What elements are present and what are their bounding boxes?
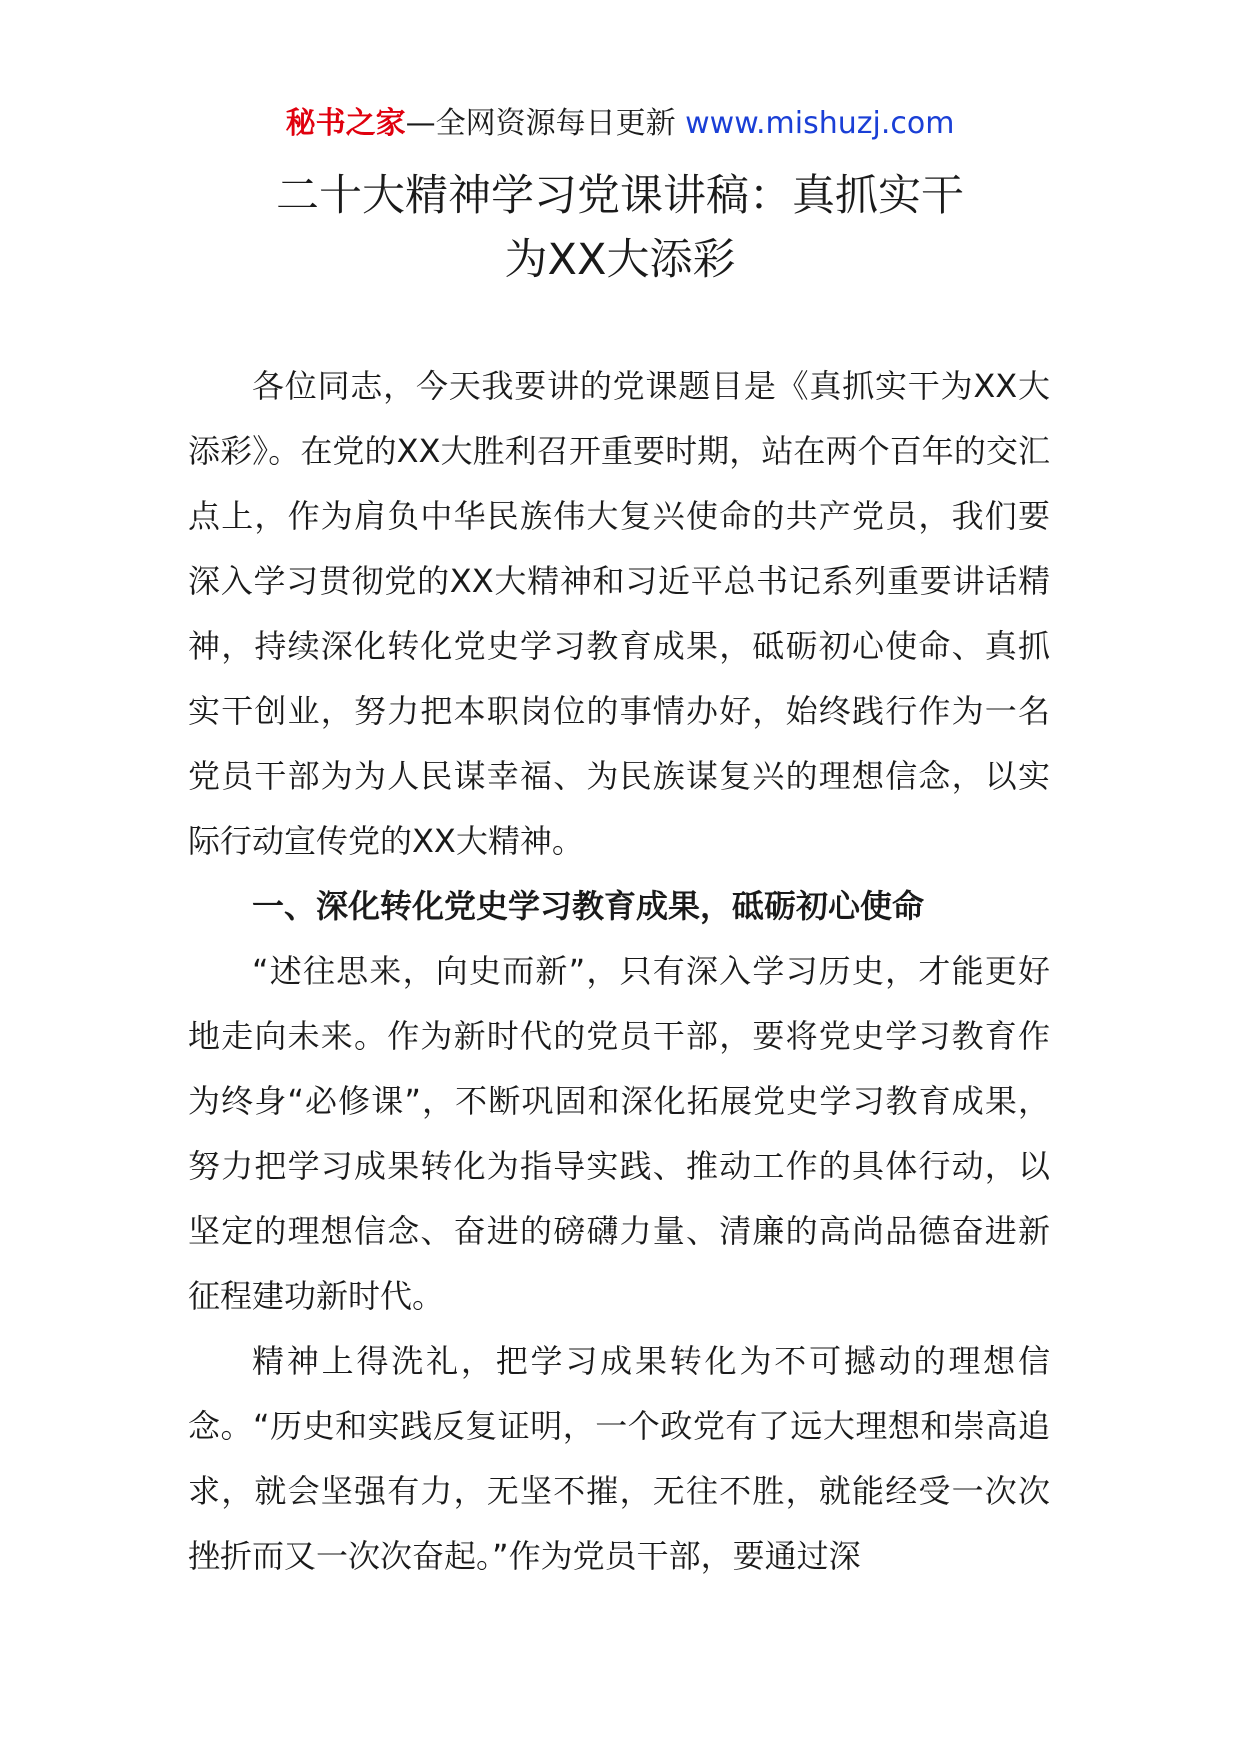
document-title [0, 164, 1240, 292]
document-body [188, 354, 1050, 1589]
section-heading-1: 一、深化转化党史学习教育成果，砥砺初心使命 [252, 887, 925, 925]
paragraph-history: “述往思来，向史而新”，只有深入学习历史，才能更好地走向未来。作为新时代的党员干部，要将党史学习教育作为终身“必修课”，不断巩固和深化拓展党史学习教育成果，努力把学习成果转化为指导实践、推动工作的具体行动，以坚定的理想信念、奋进的磅礴力量、清廉的高尚品德奋进新征程建功新时代。 [188, 952, 1050, 1315]
paragraph-spirit: 精神上得洗礼，把学习成果转化为不可撼动的理想信念。“历史和实践反复证明，一个政党有了远大理想和崇高追求，就会坚强有力，无坚不摧，无往不胜，就能经受一次次挫折而又一次次奋起。”作为党员干部，要通过深 [188, 1342, 1050, 1575]
title-line-2: 为XX大添彩 [504, 235, 736, 285]
brand-name: 秘书之家 [285, 106, 406, 141]
site-slogan: —全网资源每日更新 [405, 106, 686, 141]
site-header [0, 104, 1240, 144]
site-url-link[interactable]: www.mishuzj.com [685, 106, 955, 141]
title-line-1: 二十大精神学习党课讲稿：真抓实干 [276, 171, 964, 221]
paragraph-intro: 各位同志，今天我要讲的党课题目是《真抓实干为XX大添彩》。在党的XX大胜利召开重要时期，站在两个百年的交汇点上，作为肩负中华民族伟大复兴使命的共产党员，我们要深入学习贯彻党的XX大精神和习近平总书记系列重要讲话精神，持续深化转化党史学习教育成果，砥砺初心使命、真抓实干创业，努力把本职岗位的事情办好，始终践行作为一名党员干部为为人民谋幸福、为民族谋复兴的理想信念，以实际行动宣传党的XX大精神。 [188, 367, 1050, 860]
